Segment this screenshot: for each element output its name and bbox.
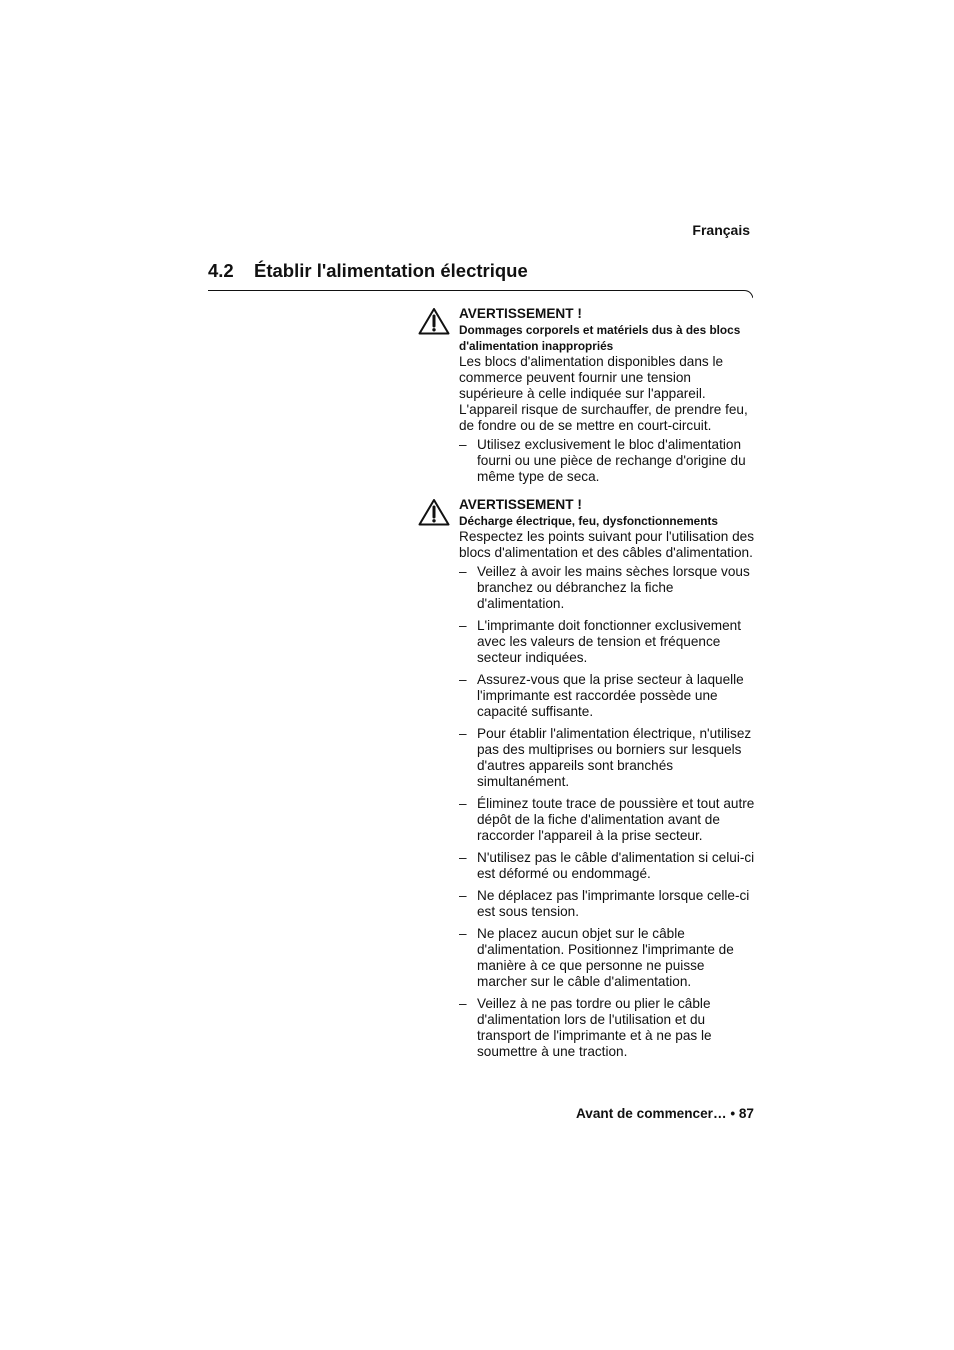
section-rule	[208, 286, 753, 302]
warning-triangle-icon	[418, 498, 450, 526]
warning-text: Les blocs d'alimentation disponibles dans le commerce peuvent fournir une tension supérieure à celle indiquée sur l'appareil. L'appareil risque de surchauffer, de prendre feu, de fondre ou de se mettre en court-circuit.	[459, 354, 748, 433]
language-label: Français	[692, 222, 750, 238]
warning-text: Respectez les points suivant pour l'utilisation des blocs d'alimentation et des câbles d'alimentation.	[459, 529, 755, 560]
section-title: Établir l'alimentation électrique	[254, 260, 528, 281]
warning-triangle-icon	[418, 307, 450, 335]
page-footer: Avant de commencer… • 87	[575, 1106, 754, 1121]
warning-block-1	[418, 305, 758, 485]
warning-instructions	[459, 437, 758, 485]
list-item: – Ne placez aucun objet sur le câble d'alimentation. Positionnez l'imprimante de manière à ce que personne ne puisse marcher sur le câble d'alimentation.	[459, 926, 758, 990]
warning-block-2	[418, 496, 758, 1066]
section-heading	[208, 260, 528, 282]
warning-subheading: Dommages corporels et matériels dus à des blocs d'alimentation inappropriés	[459, 323, 741, 353]
warning-heading: AVERTISSEMENT !	[459, 306, 582, 321]
list-item: – N'utilisez pas le câble d'alimentation si celui-ci est déformé ou endommagé.	[459, 850, 758, 882]
warning-heading: AVERTISSEMENT !	[459, 497, 582, 512]
warning-subheading: Décharge électrique, feu, dysfonctionnements	[459, 514, 718, 528]
list-item: – Veillez à ne pas tordre ou plier le câble d'alimentation lors de l'utilisation et du transport de l'imprimante et à ne pas le soumettre à une traction.	[459, 996, 758, 1060]
list-item: – Ne déplacez pas l'imprimante lorsque celle-ci est sous tension.	[459, 888, 758, 920]
list-item: – Assurez-vous que la prise secteur à laquelle l'imprimante est raccordée possède une capacité suffisante.	[459, 672, 758, 720]
list-item: – Veillez à avoir les mains sèches lorsque vous branchez ou débranchez la fiche d'alimentation.	[459, 564, 758, 612]
list-item: – Pour établir l'alimentation électrique, n'utilisez pas des multiprises ou borniers sur lesquels d'autres appareils sont branchés simultanément.	[459, 726, 758, 790]
list-item: – Éliminez toute trace de poussière et tout autre dépôt de la fiche d'alimentation avant de raccorder l'appareil à la prise secteur.	[459, 796, 758, 844]
list-item: – Utilisez exclusivement le bloc d'alimentation fourni ou une pièce de rechange d'origine du même type de seca.	[459, 437, 758, 485]
section-number: 4.2	[208, 260, 234, 281]
list-item: – L'imprimante doit fonctionner exclusivement avec les valeurs de tension et fréquence secteur indiquées.	[459, 618, 758, 666]
warning-instructions	[459, 564, 758, 1060]
